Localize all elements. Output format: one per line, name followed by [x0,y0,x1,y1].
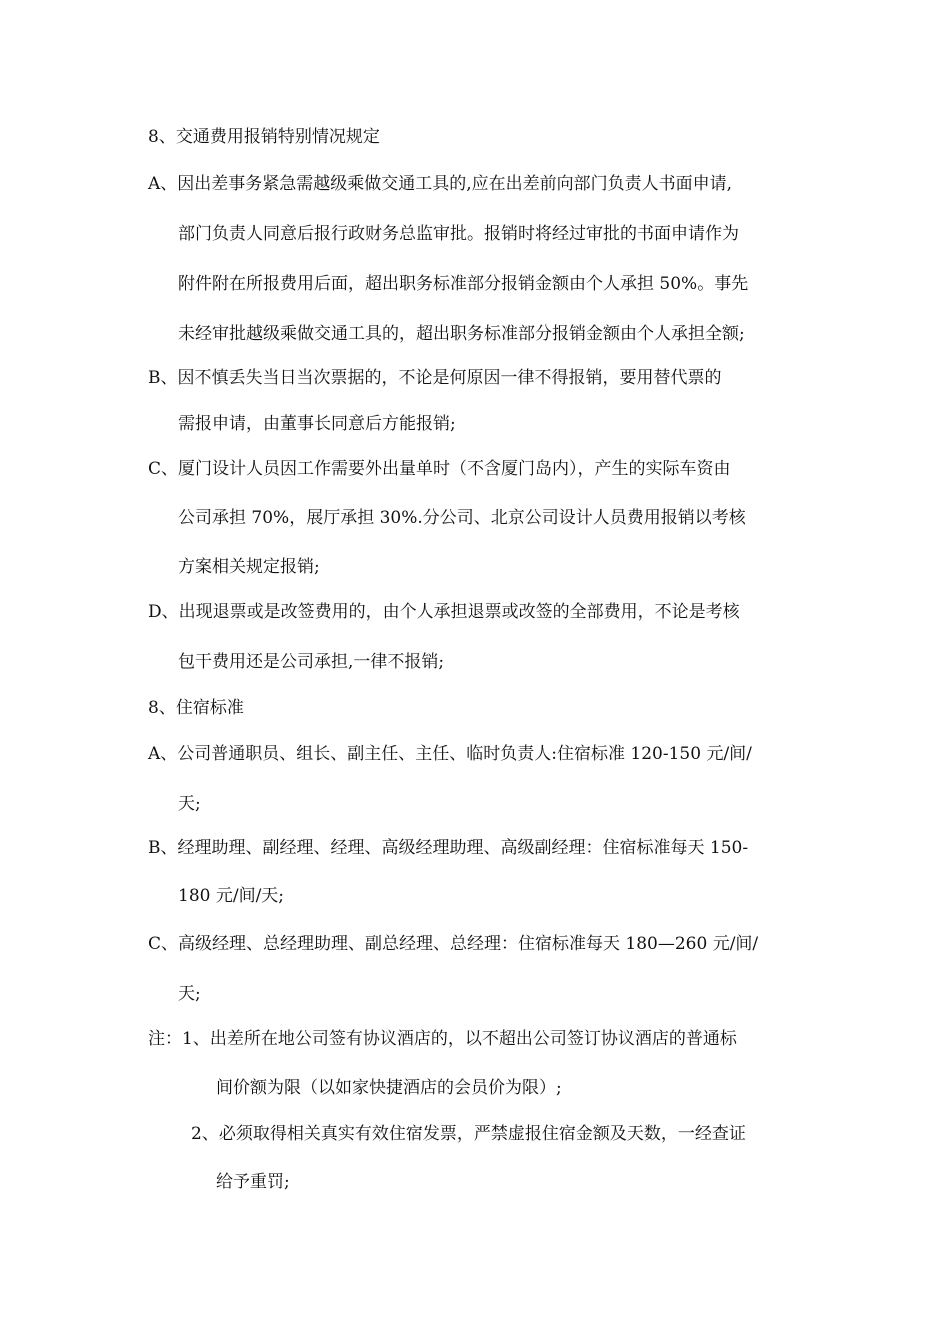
lodging-item-a-line-2: 天; [178,794,201,814]
transport-item-b-line-1: B、因不慎丢失当日当次票据的，不论是何原因一律不得报销，要用替代票的 [148,368,722,388]
transport-item-a-line-3: 附件附在所报费用后面，超出职务标准部分报销金额由个人承担 50%。事先 [178,274,749,294]
note-2-line-2: 给予重罚; [216,1172,290,1192]
section-heading-lodging: 8、住宿标准 [148,698,244,718]
section-heading-transport: 8、交通费用报销特别情况规定 [148,127,380,147]
note-2-line-1: 2、必须取得相关真实有效住宿发票，严禁虚报住宿金额及天数，一经查证 [191,1124,746,1144]
transport-item-a-line-1: A、因出差事务紧急需越级乘做交通工具的,应在出差前向部门负责人书面申请, [148,174,733,194]
transport-item-c-line-2: 公司承担 70%，展厅承担 30%.分公司、北京公司设计人员费用报销以考核 [178,508,746,528]
transport-item-b-line-2: 需报申请，由董事长同意后方能报销; [178,414,456,434]
transport-item-d-line-1: D、出现退票或是改签费用的，由个人承担退票或改签的全部费用，不论是考核 [148,602,740,622]
transport-item-a-line-4: 未经审批越级乘做交通工具的，超出职务标准部分报销金额由个人承担全额; [178,324,745,344]
transport-item-d-line-2: 包干费用还是公司承担,一律不报销; [178,652,445,672]
lodging-item-c-line-1: C、高级经理、总经理助理、副总经理、总经理：住宿标准每天 180—260 元/间/ [148,934,759,954]
lodging-item-c-line-2: 天; [178,984,201,1004]
transport-item-c-line-3: 方案相关规定报销; [178,557,320,577]
note-1-line-2: 间价额为限（以如家快捷酒店的会员价为限）; [216,1078,562,1098]
lodging-item-b-line-2: 180 元/间/天; [178,886,285,906]
transport-item-a-line-2: 部门负责人同意后报行政财务总监审批。报销时将经过审批的书面申请作为 [178,224,739,244]
transport-item-c-line-1: C、厦门设计人员因工作需要外出量单时（不含厦门岛内），产生的实际车资由 [148,459,731,479]
note-1-line-1: 注：1、出差所在地公司签有协议酒店的，以不超出公司签订协议酒店的普通标 [148,1029,737,1049]
lodging-item-a-line-1: A、公司普通职员、组长、副主任、主任、临时负责人:住宿标准 120-150 元/间/ [148,744,752,764]
lodging-item-b-line-1: B、经理助理、副经理、经理、高级经理助理、高级副经理：住宿标准每天 150- [148,838,749,858]
